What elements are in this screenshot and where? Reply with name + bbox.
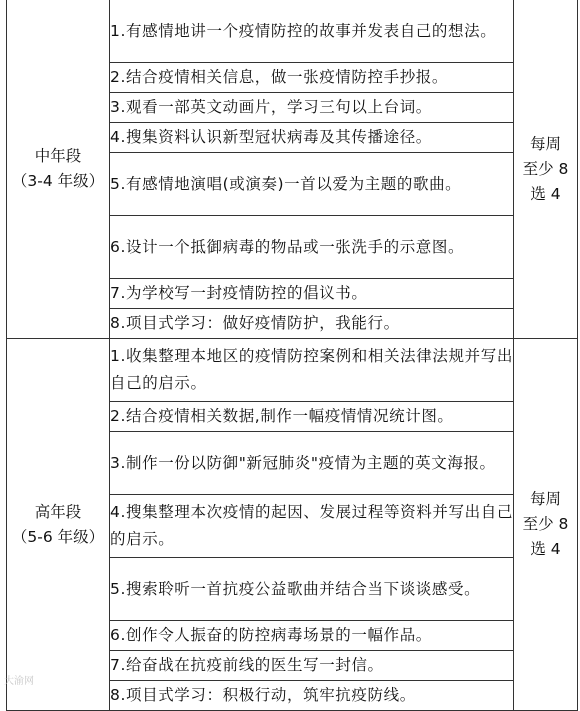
requirement-cell-high [514, 339, 578, 711]
task-item: 8.项目式学习：做好疫情防护，我能行。 [110, 309, 514, 339]
requirement-line: 每周 [529, 134, 561, 153]
grade-range: （5-6 年级） [11, 527, 105, 546]
task-item: 1.有感情地讲一个疫情防控的故事并发表自己的想法。 [110, 0, 514, 63]
watermark-text: 大渝网 [4, 676, 34, 687]
task-item: 2.结合疫情相关数据,制作一幅疫情情况统计图。 [110, 402, 514, 432]
task-item: 8.项目式学习：积极行动，筑牢抗疫防线。 [110, 681, 514, 711]
grade-cell-high [7, 339, 110, 711]
grade-cell-middle [7, 0, 110, 339]
task-item: 3.观看一部英文动画片，学习三句以上台词。 [110, 93, 514, 123]
grade-name: 中年段 [34, 147, 82, 165]
table-row [7, 339, 578, 402]
task-item: 7.给奋战在抗疫前线的医生写一封信。 [110, 651, 514, 681]
task-item: 5.有感情地演唱(或演奏)一首以爱为主题的歌曲。 [110, 153, 514, 216]
task-item: 4.搜集资料认识新型冠状病毒及其传播途径。 [110, 123, 514, 153]
requirement-line: 至少 8 [522, 159, 569, 178]
task-item: 3.制作一份以防御"新冠肺炎"疫情为主题的英文海报。 [110, 432, 514, 495]
requirement-cell-middle [514, 0, 578, 339]
requirement-line: 至少 8 [522, 515, 569, 533]
table-row [7, 0, 578, 63]
grade-name: 高年段 [34, 502, 82, 521]
grade-range: （3-4 年级） [11, 172, 105, 190]
task-item: 4.搜集整理本次疫情的起因、发展过程等资料并写出自己的启示。 [110, 495, 514, 558]
requirement-line: 选 4 [530, 540, 561, 558]
task-item: 6.设计一个抵御病毒的物品或一张洗手的示意图。 [110, 216, 514, 279]
activity-plan-table [6, 0, 578, 711]
requirement-line: 每周 [529, 490, 561, 508]
task-item: 7.为学校写一封疫情防控的倡议书。 [110, 279, 514, 309]
requirement-line: 选 4 [530, 184, 561, 203]
task-item: 2.结合疫情相关信息，做一张疫情防控手抄报。 [110, 63, 514, 93]
task-item: 1.收集整理本地区的疫情防控案例和相关法律法规并写出自己的启示。 [110, 339, 514, 402]
task-item: 5.搜索聆听一首抗疫公益歌曲并结合当下谈谈感受。 [110, 558, 514, 621]
task-item: 6.创作令人振奋的防控病毒场景的一幅作品。 [110, 621, 514, 651]
